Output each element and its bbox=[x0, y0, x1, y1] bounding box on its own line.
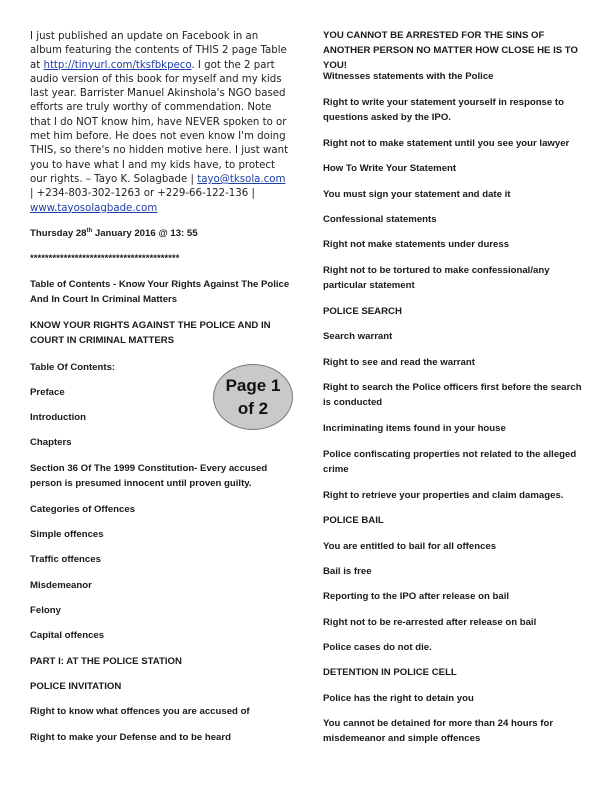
toc-item: Right to see and read the warrant bbox=[323, 357, 475, 368]
website-link[interactable]: www.tayosolagbade.com bbox=[30, 202, 158, 214]
toc-item: POLICE SEARCH bbox=[323, 306, 402, 317]
toc-item: PART I: AT THE POLICE STATION bbox=[30, 656, 182, 667]
toc-item: You cannot be detained for more than 24 hours for misdemeanor and simple offences bbox=[323, 718, 554, 744]
toc-item: Preface bbox=[30, 387, 65, 398]
toc-item: Witnesses statements with the Police bbox=[323, 71, 494, 82]
toc-item: Right to retrieve your properties and claim damages. bbox=[323, 490, 564, 501]
stamp-line-2: of 2 bbox=[237, 399, 269, 418]
toc-item: Felony bbox=[30, 605, 61, 616]
toc-item: Right not to make statement until you see your lawyer bbox=[323, 138, 570, 149]
toc-item: Categories of Offences bbox=[30, 504, 136, 515]
toc-item: Traffic offences bbox=[30, 554, 101, 565]
email-link[interactable]: tayo@tksola.com bbox=[197, 173, 286, 185]
toc-item: KNOW YOUR RIGHTS AGAINST THE POLICE AND IN COURT IN CRIMINAL MATTERS bbox=[30, 320, 271, 346]
toc-item: Section 36 Of The 1999 Constitution- Every accused person is presumed innocent until proven guilty. bbox=[30, 463, 268, 489]
page-stamp bbox=[213, 364, 293, 430]
toc-item: Misdemeanor bbox=[30, 580, 92, 591]
toc-item: POLICE INVITATION bbox=[30, 681, 122, 692]
toc-item: Table Of Contents: bbox=[30, 362, 116, 373]
tinyurl-link[interactable]: http://tinyurl.com/tksfbkpeco bbox=[43, 59, 192, 71]
toc-item: Police confiscating properties not related to the alleged crime bbox=[323, 449, 577, 475]
toc-item: Confessional statements bbox=[323, 214, 437, 225]
toc-item: DETENTION IN POLICE CELL bbox=[323, 667, 457, 678]
toc-item: Right not make statements under duress bbox=[323, 239, 510, 250]
stamp-line-1: Page 1 bbox=[225, 376, 281, 395]
toc-item: Right to write your statement yourself in response to questions asked by the IPO. bbox=[323, 97, 564, 123]
toc-item: Right to search the Police officers first before the search is conducted bbox=[323, 382, 582, 408]
toc-item: Introduction bbox=[30, 412, 86, 423]
toc-item: Search warrant bbox=[323, 331, 393, 342]
toc-item: Incriminating items found in your house bbox=[323, 423, 506, 434]
toc-item: Table of Contents - Know Your Rights Against The Police And In Court In Criminal Matters bbox=[30, 279, 290, 305]
toc-item: Police cases do not die. bbox=[323, 642, 432, 653]
post-date: Thursday 28th January 2016 @ 13: 55 bbox=[30, 227, 198, 239]
toc-item: POLICE BAIL bbox=[323, 515, 384, 526]
toc-item: Capital offences bbox=[30, 630, 105, 641]
intro-text-1: I just published an update on Facebook in an album featuring the contents of THIS 2 page Table at bbox=[30, 31, 287, 71]
toc-item: YOU CANNOT BE ARRESTED FOR THE SINS OF ANOTHER PERSON NO MATTER HOW CLOSE HE IS TO YOU! bbox=[323, 30, 578, 71]
toc-item: Bail is free bbox=[323, 566, 372, 577]
toc-item: You are entitled to bail for all offences bbox=[323, 541, 497, 552]
intro-text-3: | +234-803-302-1263 or +229-66-122-136 | bbox=[30, 188, 255, 200]
toc-item: Right to make your Defense and to be heard bbox=[30, 732, 231, 743]
toc-item: Right not to be tortured to make confessional/any particular statement bbox=[323, 265, 550, 291]
toc-item: Chapters bbox=[30, 437, 72, 448]
intro-paragraph bbox=[30, 30, 292, 216]
intro-text-2: . I got the 2 part audio version of this book for myself and my kids last year. Barrister Manuel Akinshola's NGO based efforts are truly worthy of commendation. Note that I do NOT know him, have NEVER spoken to or met him before. He does not even know I'm doing THIS, so there's no hidden motive here. I just want you to have what I and my kids have, to protect our rights. – Tayo K. Solagbade | bbox=[30, 59, 289, 185]
toc-item: Simple offences bbox=[30, 529, 104, 540]
toc-item: You must sign your statement and date it bbox=[323, 189, 511, 200]
toc-item: How To Write Your Statement bbox=[323, 163, 457, 174]
separator-stars: **************************************** bbox=[30, 253, 180, 264]
toc-item: Right not to be re-arrested after release on bail bbox=[323, 617, 537, 628]
toc-item: Reporting to the IPO after release on bail bbox=[323, 591, 510, 602]
toc-item: Right to know what offences you are accused of bbox=[30, 706, 250, 717]
toc-item: Police has the right to detain you bbox=[323, 693, 474, 704]
